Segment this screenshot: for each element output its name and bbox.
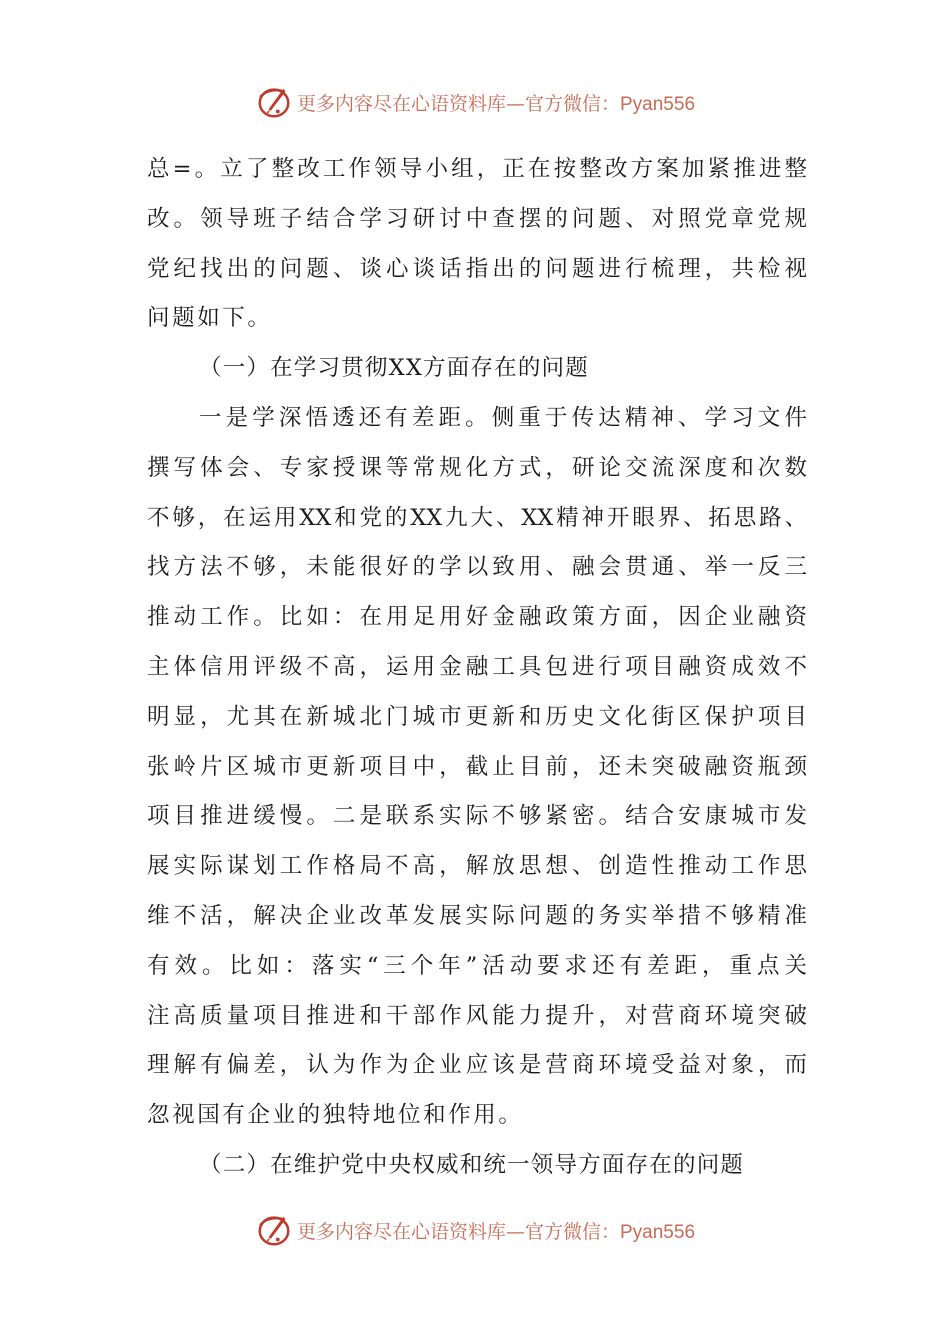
paragraph-line: 找方法不够，未能很好的学以致用、融会贯通、举一反三 xyxy=(147,554,807,581)
header-watermark xyxy=(0,82,950,122)
paragraph-line: 不够，在运用XX和党的XX九大、XX精神开眼界、拓思路、 xyxy=(147,504,807,531)
watermark-text: 更多内容尽在心语资料库—官方微信：Pyan556 xyxy=(296,92,696,115)
watermark-text: 更多内容尽在心语资料库—官方微信：Pyan556 xyxy=(296,1220,696,1243)
paragraph-line: 总=。立了整改工作领导小组，正在按整改方案加紧推进整 xyxy=(147,156,807,182)
pen-in-circle-icon xyxy=(255,1211,293,1249)
paragraph-line: 注高质量项目推进和干部作风能力提升，对营商环境突破 xyxy=(147,1002,807,1029)
paragraph-line: 一是学深悟透还有差距。侧重于传达精神、学习文件 xyxy=(199,404,807,431)
paragraph-line: 维不活，解决企业改革发展实际问题的务实举措不够精准 xyxy=(147,902,807,929)
document-body xyxy=(147,145,807,1191)
paragraph-line: 理解有偏差，认为作为企业应该是营商环境受益对象，而 xyxy=(147,1052,807,1079)
paragraph-line: 主体信用评级不高，运用金融工具包进行项目融资成效不 xyxy=(147,653,807,680)
pen-in-circle-icon xyxy=(255,83,293,121)
paragraph-line: 党纪找出的问题、谈心谈话指出的问题进行梳理，共检视 xyxy=(147,255,807,282)
paragraph-line: 忽视国有企业的独特地位和作用。 xyxy=(147,1102,524,1129)
paragraph-line: 张岭片区城市更新项目中，截止目前，还未突破融资瓶颈 xyxy=(147,753,807,780)
paragraph-line: 展实际谋划工作格局不高，解放思想、创造性推动工作思 xyxy=(147,853,807,880)
paragraph-line: 明显，尤其在新城北门城市更新和历史文化街区保护项目 xyxy=(147,703,807,730)
paragraph-line: 撰写体会、专家授课等常规化方式，研论交流深度和次数 xyxy=(147,454,807,481)
paragraph-line: 推动工作。比如：在用足用好金融政策方面，因企业融资 xyxy=(147,604,807,631)
paragraph-line: 改。领导班子结合学习研讨中查摆的问题、对照党章党规 xyxy=(147,205,807,232)
paragraph-line: 问题如下。 xyxy=(147,305,273,332)
paragraph-line: 有效。比如：落实“三个年”活动要求还有差距，重点关 xyxy=(147,952,807,979)
section-heading-2: （二）在维护党中央权威和统一领导方面存在的问题 xyxy=(199,1151,745,1178)
footer-watermark xyxy=(0,1210,950,1250)
section-heading-1: （一）在学习贯彻XX方面存在的问题 xyxy=(199,355,589,382)
paragraph-line: 项目推进缓慢。二是联系实际不够紧密。结合安康城市发 xyxy=(147,803,807,830)
